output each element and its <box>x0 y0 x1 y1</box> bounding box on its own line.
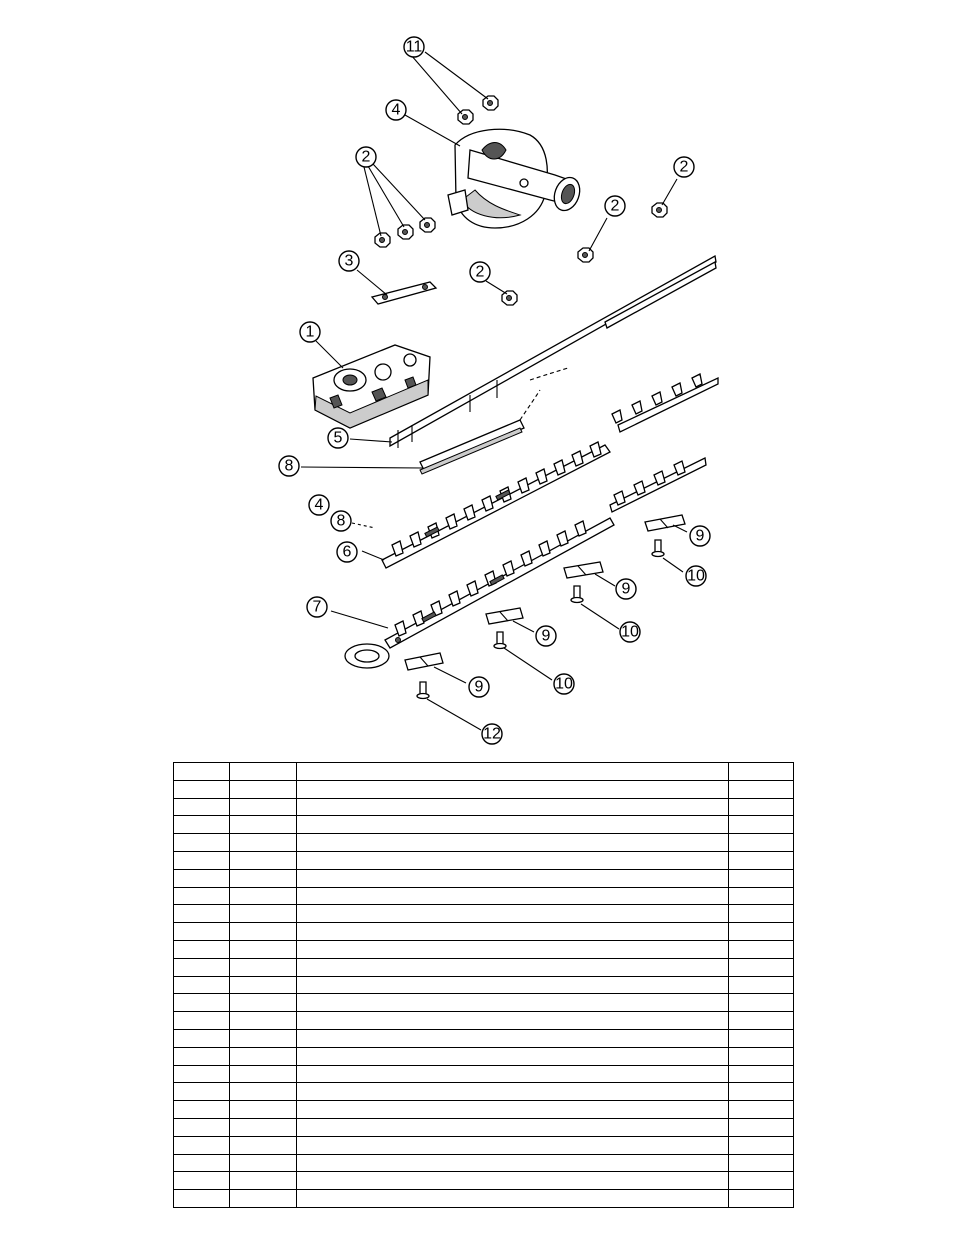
table-cell <box>729 1190 794 1208</box>
svg-text:5: 5 <box>333 429 343 447</box>
table-cell <box>297 958 729 976</box>
callout-2-left <box>356 147 376 167</box>
table-cell <box>174 887 230 905</box>
table-cell <box>729 1012 794 1030</box>
table-cell <box>729 1047 794 1065</box>
svg-text:2: 2 <box>610 197 620 215</box>
table-cell <box>230 1118 297 1136</box>
table-row <box>174 851 794 869</box>
table-cell <box>729 1172 794 1190</box>
svg-text:9: 9 <box>541 627 551 645</box>
table-row <box>174 940 794 958</box>
table-cell <box>230 780 297 798</box>
table-cell <box>297 887 729 905</box>
table-cell <box>230 940 297 958</box>
callout-6 <box>337 542 357 562</box>
rivet-10c <box>494 632 506 649</box>
connector-8 <box>420 390 540 474</box>
table-cell <box>729 780 794 798</box>
plate-3 <box>372 282 436 304</box>
table-cell <box>230 816 297 834</box>
nut-11b <box>483 96 498 110</box>
callout-9-b <box>616 579 636 599</box>
svg-text:9: 9 <box>695 527 705 545</box>
table-cell <box>297 1190 729 1208</box>
table-row <box>174 869 794 887</box>
table-cell <box>297 1029 729 1047</box>
nut-2e <box>652 203 667 217</box>
callout-11 <box>404 37 424 57</box>
rivet-10b <box>571 586 583 603</box>
svg-text:9: 9 <box>621 580 631 598</box>
svg-text:2: 2 <box>679 158 689 176</box>
callout-5 <box>328 428 348 448</box>
table-cell <box>230 798 297 816</box>
table-cell <box>729 1065 794 1083</box>
table-cell <box>297 834 729 852</box>
table-row <box>174 1029 794 1047</box>
table-cell <box>729 763 794 781</box>
callout-10-a <box>686 566 706 586</box>
table-cell <box>174 1190 230 1208</box>
table-cell <box>297 905 729 923</box>
table-cell <box>230 834 297 852</box>
table-cell <box>174 780 230 798</box>
blade-6 <box>382 442 610 568</box>
table-cell <box>230 1101 297 1119</box>
callout-3 <box>339 251 359 271</box>
svg-text:7: 7 <box>312 598 322 616</box>
parts-list-table <box>173 762 794 1208</box>
table-cell <box>297 940 729 958</box>
table-cell <box>297 923 729 941</box>
table-cell <box>729 976 794 994</box>
table-row <box>174 1083 794 1101</box>
table-row <box>174 763 794 781</box>
table-cell <box>729 905 794 923</box>
table-cell <box>297 1047 729 1065</box>
table-cell <box>174 1136 230 1154</box>
callout-12 <box>482 724 502 744</box>
table-cell <box>230 869 297 887</box>
table-cell <box>174 834 230 852</box>
callout-7 <box>307 597 327 617</box>
table-cell <box>297 1101 729 1119</box>
table-cell <box>174 958 230 976</box>
table-row <box>174 1118 794 1136</box>
table-cell <box>174 869 230 887</box>
table-cell <box>297 1065 729 1083</box>
nut-2c <box>420 218 435 232</box>
parts-list-body <box>174 763 794 1208</box>
table-cell <box>230 763 297 781</box>
svg-text:10: 10 <box>687 567 705 585</box>
table-cell <box>230 976 297 994</box>
table-cell <box>297 1083 729 1101</box>
svg-text:1: 1 <box>305 323 315 341</box>
table-cell <box>230 1136 297 1154</box>
table-row <box>174 834 794 852</box>
blade-segment-middle-right <box>610 458 706 512</box>
table-cell <box>230 1012 297 1030</box>
table-cell <box>297 1118 729 1136</box>
table-cell <box>297 816 729 834</box>
table-cell <box>297 1154 729 1172</box>
table-cell <box>230 851 297 869</box>
table-cell <box>230 1172 297 1190</box>
table-row <box>174 1172 794 1190</box>
callout-2-right <box>605 196 625 216</box>
table-row <box>174 958 794 976</box>
table-cell <box>729 958 794 976</box>
guide-bar <box>390 256 716 448</box>
svg-text:2: 2 <box>475 263 485 281</box>
table-cell <box>174 763 230 781</box>
svg-text:4: 4 <box>391 101 401 119</box>
table-row <box>174 1101 794 1119</box>
callout-4-lower <box>309 495 329 515</box>
table-cell <box>297 1136 729 1154</box>
gearbox-1 <box>313 345 430 428</box>
callout-2-far-right <box>674 157 694 177</box>
table-cell <box>729 816 794 834</box>
table-row <box>174 976 794 994</box>
table-cell <box>297 763 729 781</box>
svg-text:12: 12 <box>483 725 501 743</box>
table-cell <box>729 1154 794 1172</box>
svg-text:9: 9 <box>474 678 484 696</box>
svg-text:8: 8 <box>336 512 346 530</box>
table-cell <box>174 905 230 923</box>
table-cell <box>729 1136 794 1154</box>
table-row <box>174 887 794 905</box>
table-cell <box>174 994 230 1012</box>
table-row <box>174 994 794 1012</box>
table-cell <box>297 851 729 869</box>
table-cell <box>297 798 729 816</box>
table-cell <box>230 905 297 923</box>
svg-text:11: 11 <box>405 38 423 56</box>
callout-8-upper <box>279 456 299 476</box>
table-cell <box>174 851 230 869</box>
callout-2-center <box>470 262 490 282</box>
table-row <box>174 923 794 941</box>
table-cell <box>729 869 794 887</box>
svg-text:10: 10 <box>555 675 573 693</box>
table-cell <box>230 1047 297 1065</box>
table-cell <box>174 1118 230 1136</box>
table-cell <box>297 780 729 798</box>
table-cell <box>174 923 230 941</box>
table-cell <box>230 958 297 976</box>
table-cell <box>230 923 297 941</box>
table-cell <box>174 1012 230 1030</box>
table-cell <box>230 994 297 1012</box>
table-cell <box>729 994 794 1012</box>
callout-10-c <box>554 674 574 694</box>
table-cell <box>729 1083 794 1101</box>
rivet-12 <box>417 682 429 699</box>
table-cell <box>729 1029 794 1047</box>
table-row <box>174 798 794 816</box>
table-cell <box>230 1029 297 1047</box>
table-cell <box>174 1172 230 1190</box>
clip-9d <box>405 653 443 670</box>
table-cell <box>174 1047 230 1065</box>
svg-text:3: 3 <box>344 252 354 270</box>
callout-8-lower <box>331 511 351 531</box>
table-cell <box>297 976 729 994</box>
table-cell <box>729 834 794 852</box>
table-cell <box>174 976 230 994</box>
blade-segment-upper-right <box>612 374 718 432</box>
table-cell <box>174 1029 230 1047</box>
nut-2d <box>578 248 593 262</box>
table-cell <box>230 887 297 905</box>
nut-2a <box>375 233 390 247</box>
callout-10-b <box>620 622 640 642</box>
table-cell <box>174 1083 230 1101</box>
svg-text:2: 2 <box>361 148 371 166</box>
table-row <box>174 780 794 798</box>
table-cell <box>297 1172 729 1190</box>
rivet-10a <box>652 540 664 557</box>
nut-2b <box>398 225 413 239</box>
callout-4-top <box>386 100 406 120</box>
svg-text:10: 10 <box>621 623 639 641</box>
table-cell <box>729 851 794 869</box>
nut-2f <box>502 291 517 305</box>
table-row <box>174 1012 794 1030</box>
table-row <box>174 1136 794 1154</box>
table-cell <box>230 1065 297 1083</box>
table-cell <box>729 940 794 958</box>
table-cell <box>297 869 729 887</box>
table-cell <box>729 923 794 941</box>
table-row <box>174 1154 794 1172</box>
clip-9c <box>486 608 523 624</box>
table-cell <box>729 1101 794 1119</box>
callout-9-c <box>536 626 556 646</box>
table-cell <box>174 798 230 816</box>
table-row <box>174 816 794 834</box>
table-cell <box>174 940 230 958</box>
callout-9-d <box>469 677 489 697</box>
gear-housing-cover <box>448 129 584 228</box>
callout-1 <box>300 322 320 342</box>
callout-9-a <box>690 526 710 546</box>
svg-text:6: 6 <box>342 543 352 561</box>
table-cell <box>174 1065 230 1083</box>
svg-text:4: 4 <box>314 496 324 514</box>
table-cell <box>174 816 230 834</box>
table-cell <box>297 994 729 1012</box>
table-cell <box>230 1190 297 1208</box>
table-cell <box>174 1154 230 1172</box>
table-row <box>174 1047 794 1065</box>
table-row <box>174 905 794 923</box>
svg-text:8: 8 <box>284 457 294 475</box>
table-cell <box>230 1154 297 1172</box>
table-row <box>174 1065 794 1083</box>
table-cell <box>174 1101 230 1119</box>
table-cell <box>729 887 794 905</box>
table-row <box>174 1190 794 1208</box>
table-cell <box>729 798 794 816</box>
table-cell <box>297 1012 729 1030</box>
table-cell <box>230 1083 297 1101</box>
table-cell <box>729 1118 794 1136</box>
